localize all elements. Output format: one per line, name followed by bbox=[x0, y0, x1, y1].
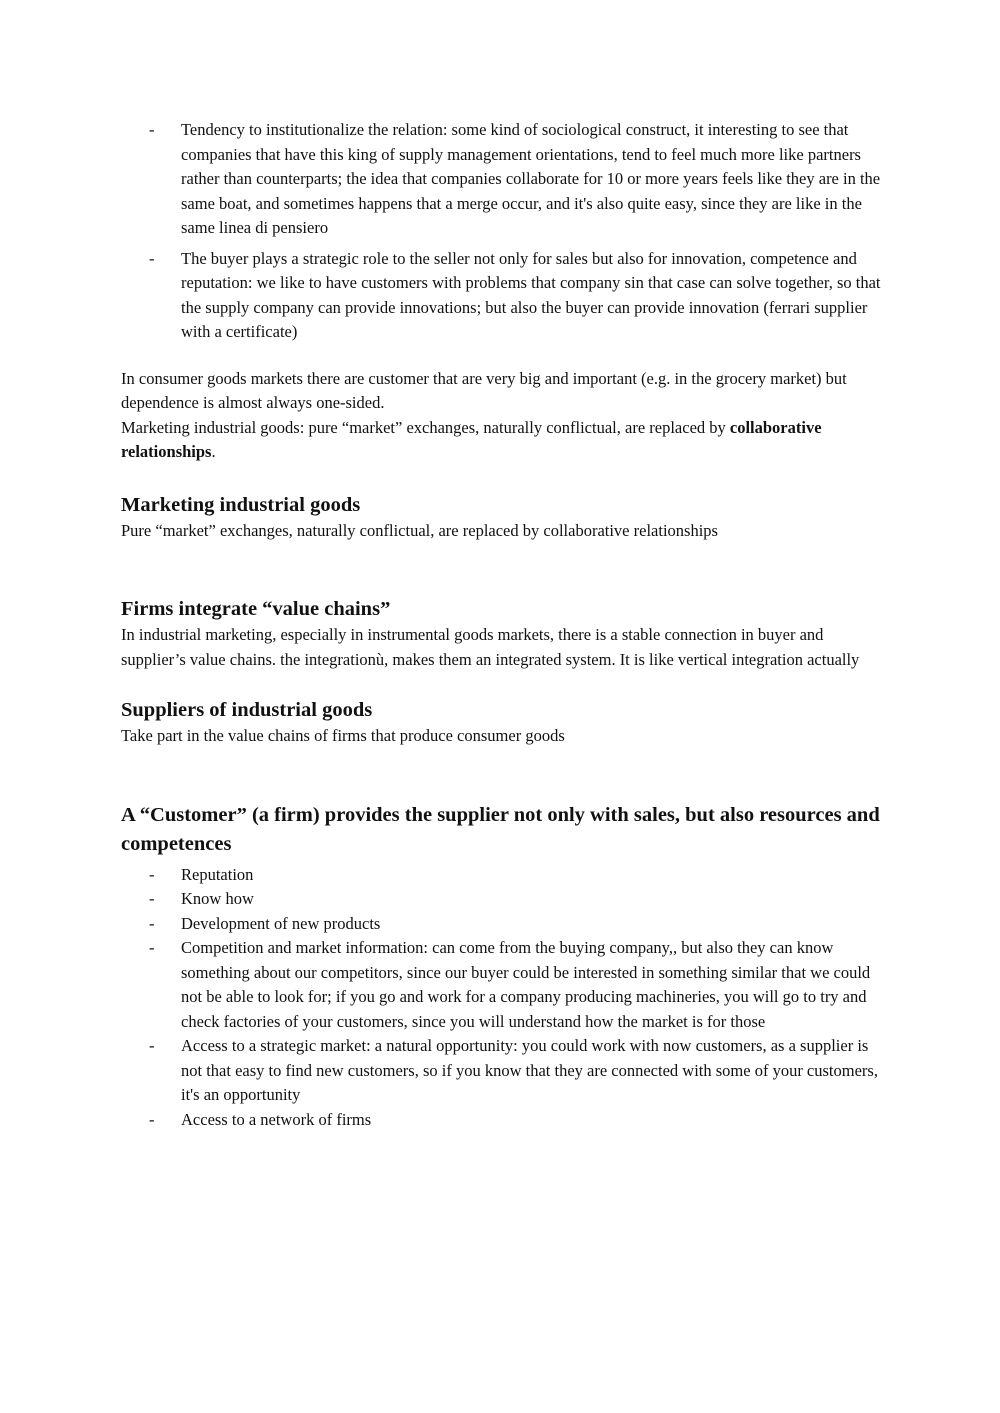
list-item bbox=[121, 247, 881, 345]
dash-marker: - bbox=[149, 1036, 155, 1055]
paragraph-line: In consumer goods markets there are customer that are very big and important (e.g. in the grocery market) but dependence is almost always one-sided. bbox=[121, 368, 847, 412]
section-heading: Suppliers of industrial goods bbox=[121, 699, 373, 721]
dash-marker: - bbox=[149, 913, 155, 933]
consumer-goods-paragraph bbox=[121, 367, 881, 465]
paragraph-punctuation: . bbox=[211, 442, 216, 461]
section-text: Pure “market” exchanges, naturally conflictual, are replaced by collaborative relationships bbox=[121, 520, 718, 540]
list-item bbox=[121, 936, 881, 1034]
section-marketing-industrial-goods bbox=[121, 491, 881, 544]
list-item-text: The buyer plays a strategic role to the seller not only for sales but also for innovation, competence and reputation: we like to have customers with problems that company sin that case can solve together, so that the supply company can provide innovations; but also the buyer can provide innovation (ferrari supplier with a certificate) bbox=[181, 248, 881, 341]
section-customer bbox=[121, 801, 881, 1133]
list-item bbox=[121, 863, 881, 888]
list-item bbox=[121, 118, 881, 241]
list-item bbox=[121, 1108, 881, 1133]
list-item-text: Development of new products bbox=[181, 913, 381, 933]
list-item-text: Tendency to institutionalize the relation: some kind of sociological construct, it interesting to see that companies that have this king of supply management orientations, tend to feel much more like partners rather than counterparts; the idea that companies collaborate for 10 or more years feels like they are in the same boat, and sometimes happens that a merge occur, and it's also quite easy, since they are like in the same linea di pensiero bbox=[181, 120, 881, 237]
intro-bullet-list bbox=[121, 118, 881, 345]
section-suppliers bbox=[121, 696, 881, 749]
document-page bbox=[121, 118, 881, 1132]
section-heading: A “Customer” (a firm) provides the supplier not only with sales, but also resources and competences bbox=[121, 803, 880, 855]
section-value-chains bbox=[121, 595, 881, 672]
section-text: In industrial marketing, especially in instrumental goods markets, there is a stable connection in buyer and supplier’s value chains. the integrationù, makes them an integrated system. It is like vertical integration actually bbox=[121, 625, 860, 669]
list-item-text: Competition and market information: can come from the buying company,, but also they can know something about our competitors, since our buyer could be interested in something similar that we could not be able to look for; if you go and work for a company producing machineries, you will go to try and check factories of your customers, since you will understand how the market is for those bbox=[181, 938, 871, 1031]
list-item-text: Know how bbox=[181, 889, 254, 908]
dash-marker: - bbox=[149, 938, 155, 957]
paragraph-line bbox=[121, 416, 881, 465]
list-item-text: Access to a network of firms bbox=[181, 1109, 372, 1129]
dash-marker: - bbox=[149, 889, 155, 908]
list-item-text: Reputation bbox=[181, 864, 254, 884]
dash-marker: - bbox=[149, 120, 155, 139]
dash-marker: - bbox=[149, 864, 155, 884]
list-item bbox=[121, 887, 881, 912]
customer-bullet-list bbox=[121, 863, 881, 1133]
list-item-text: Access to a strategic market: a natural opportunity: you could work with now customers, as a supplier is not that easy to find new customers, so if you know that they are connected with some of your customers, it's an opportunity bbox=[181, 1036, 878, 1104]
dash-marker: - bbox=[149, 248, 155, 268]
section-heading: Marketing industrial goods bbox=[121, 493, 361, 516]
dash-marker: - bbox=[149, 1109, 155, 1129]
section-heading: Firms integrate “value chains” bbox=[121, 598, 391, 620]
list-item bbox=[121, 1034, 881, 1108]
list-item bbox=[121, 912, 881, 937]
bold-phrase: collaborative relationships bbox=[121, 417, 822, 461]
section-text: Take part in the value chains of firms that produce consumer goods bbox=[121, 726, 565, 745]
paragraph-text: Marketing industrial goods: pure “market” exchanges, naturally conflictual, are replaced by bbox=[121, 417, 730, 437]
